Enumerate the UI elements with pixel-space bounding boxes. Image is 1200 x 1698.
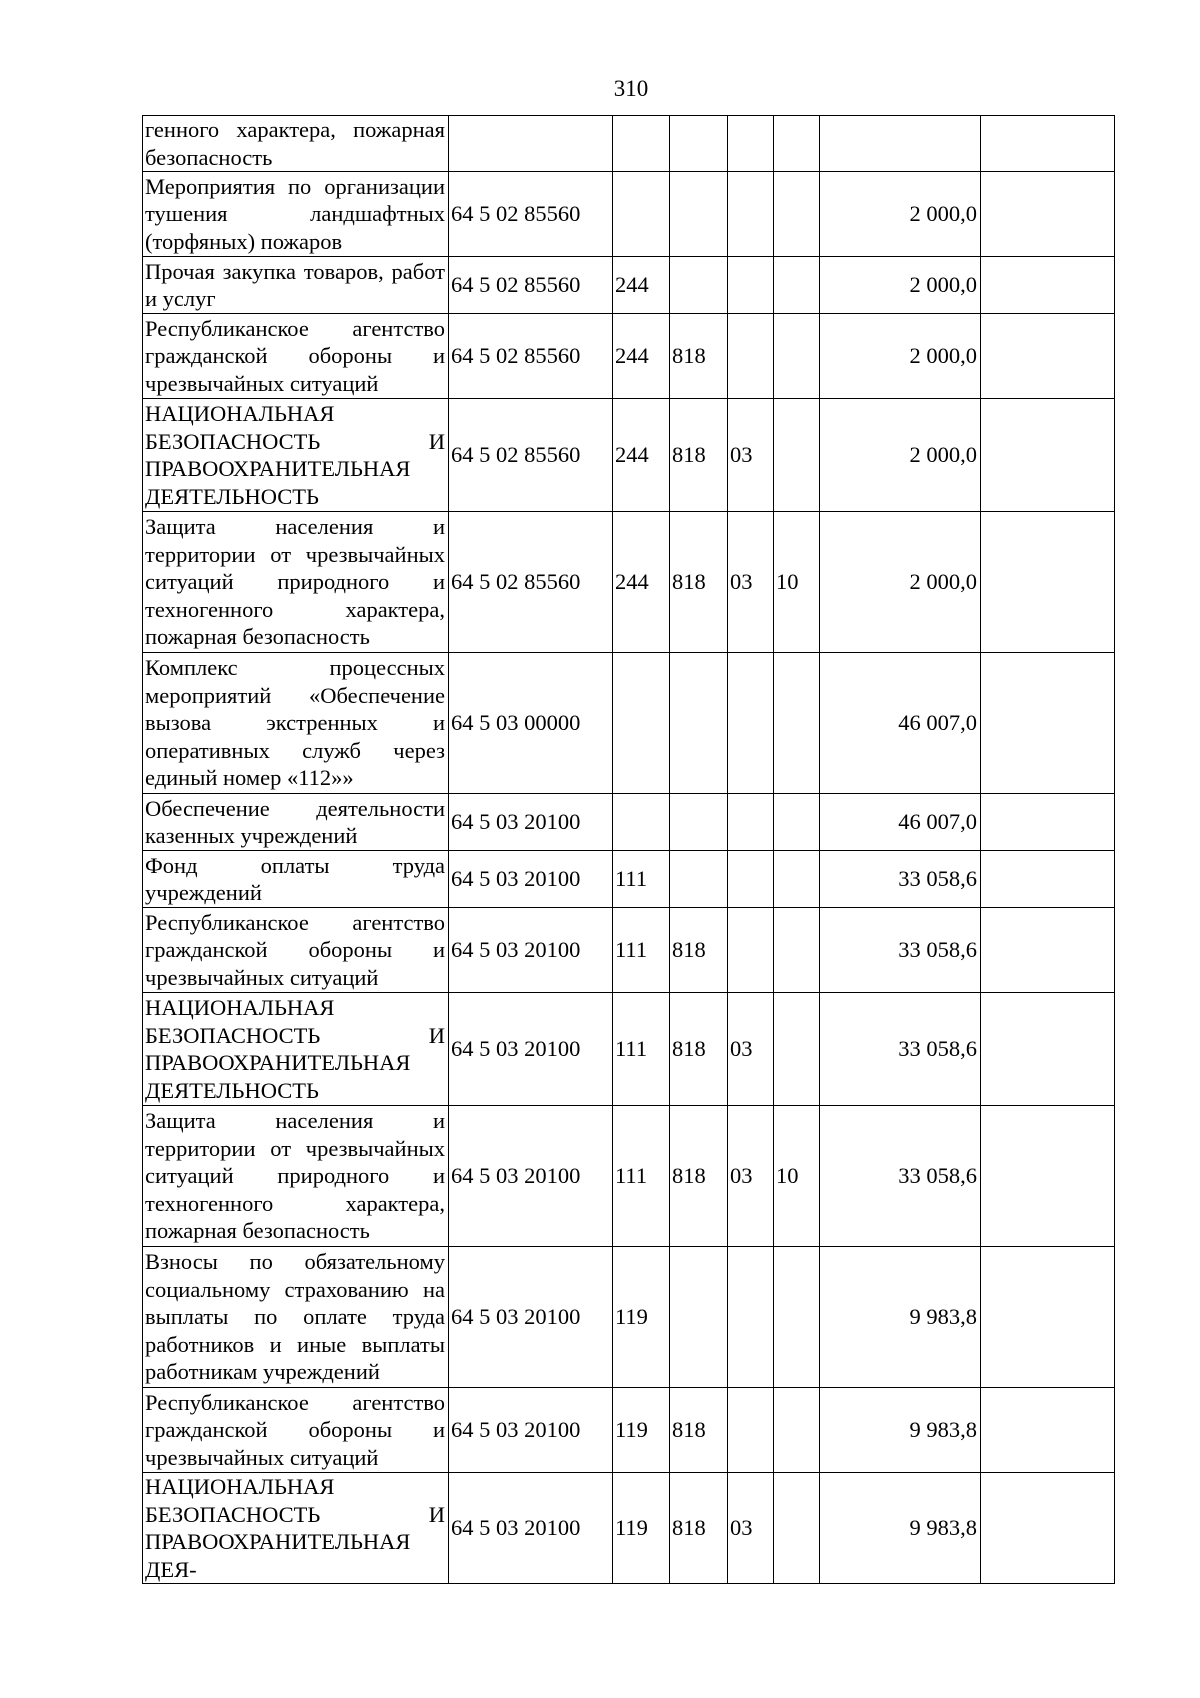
row-name-cell: НАЦИОНАЛЬНАЯ БЕЗОПАСНОСТЬ И ПРАВООХРАНИТЕЛЬНАЯ ДЕЯ- [143,1473,449,1584]
row-grbs-cell: 818 [670,908,728,993]
row-vr-cell [613,794,670,851]
row-grbs-cell: 818 [670,314,728,399]
table-row [143,1247,1115,1388]
row-rz-cell [728,851,774,908]
row-grbs-cell [670,653,728,794]
row-extra-cell [981,1247,1115,1388]
row-grbs-cell [670,257,728,314]
row-extra-cell [981,908,1115,993]
table-row [143,172,1115,257]
row-vr-cell: 119 [613,1388,670,1473]
row-extra-cell [981,172,1115,257]
row-name-cell: Защита населения и территории от чрезвычайных ситуаций природного и техногенного характера, пожарная безопасность [143,512,449,653]
row-rz-cell [728,172,774,257]
row-rz-cell [728,908,774,993]
row-name-cell: Республиканское агентство гражданской обороны и чрезвычайных ситуаций [143,1388,449,1473]
row-grbs-cell: 818 [670,512,728,653]
row-extra-cell [981,993,1115,1106]
row-name-cell: генного характера, пожарная безопасность [143,116,449,172]
row-grbs-cell: 818 [670,399,728,512]
table-row [143,993,1115,1106]
row-name-cell: Мероприятия по организации тушения ландшафтных (торфяных) пожаров [143,172,449,257]
row-rz-cell: 03 [728,1106,774,1247]
row-vr-cell: 119 [613,1473,670,1584]
budget-table [142,115,1115,1584]
row-code-cell: 64 5 02 85560 [449,314,613,399]
row-sum-cell: 9 983,8 [820,1247,981,1388]
row-grbs-cell [670,172,728,257]
row-pr-cell [774,993,820,1106]
row-pr-cell [774,314,820,399]
table-row [143,116,1115,172]
row-vr-cell: 244 [613,399,670,512]
row-grbs-cell: 818 [670,1106,728,1247]
row-pr-cell [774,851,820,908]
row-rz-cell [728,653,774,794]
table-row [143,257,1115,314]
row-grbs-cell: 818 [670,1388,728,1473]
table-row [143,851,1115,908]
table-row [143,1106,1115,1247]
row-pr-cell [774,116,820,172]
row-code-cell: 64 5 03 20100 [449,794,613,851]
row-sum-cell: 33 058,6 [820,908,981,993]
row-sum-cell: 2 000,0 [820,512,981,653]
row-rz-cell: 03 [728,993,774,1106]
row-vr-cell: 244 [613,512,670,653]
row-extra-cell [981,794,1115,851]
table-row [143,512,1115,653]
page-number: 310 [613,76,649,101]
row-code-cell: 64 5 03 00000 [449,653,613,794]
row-grbs-cell [670,116,728,172]
row-sum-cell: 2 000,0 [820,314,981,399]
row-extra-cell [981,1388,1115,1473]
row-grbs-cell [670,1247,728,1388]
row-code-cell: 64 5 03 20100 [449,851,613,908]
row-rz-cell [728,116,774,172]
row-sum-cell: 33 058,6 [820,851,981,908]
row-vr-cell: 244 [613,257,670,314]
row-vr-cell [613,172,670,257]
row-code-cell: 64 5 03 20100 [449,1247,613,1388]
row-sum-cell [820,116,981,172]
row-code-cell: 64 5 03 20100 [449,1473,613,1584]
row-rz-cell [728,257,774,314]
row-extra-cell [981,851,1115,908]
row-name-cell: НАЦИОНАЛЬНАЯ БЕЗОПАСНОСТЬ И ПРАВООХРАНИТЕЛЬНАЯ ДЕЯТЕЛЬНОСТЬ [143,399,449,512]
row-name-cell: Республиканское агентство гражданской обороны и чрезвычайных ситуаций [143,908,449,993]
row-name-cell: Фонд оплаты труда учреждений [143,851,449,908]
row-vr-cell [613,653,670,794]
row-pr-cell [774,172,820,257]
row-grbs-cell [670,794,728,851]
row-pr-cell [774,1388,820,1473]
row-extra-cell [981,257,1115,314]
row-vr-cell [613,116,670,172]
row-code-cell: 64 5 02 85560 [449,399,613,512]
row-vr-cell: 119 [613,1247,670,1388]
table-row [143,794,1115,851]
row-grbs-cell: 818 [670,993,728,1106]
row-sum-cell: 46 007,0 [820,794,981,851]
table-row [143,908,1115,993]
row-code-cell: 64 5 03 20100 [449,908,613,993]
row-rz-cell: 03 [728,512,774,653]
row-extra-cell [981,1473,1115,1584]
row-pr-cell [774,399,820,512]
row-extra-cell [981,653,1115,794]
row-vr-cell: 244 [613,314,670,399]
row-rz-cell [728,1247,774,1388]
row-code-cell: 64 5 03 20100 [449,1106,613,1247]
row-pr-cell: 10 [774,512,820,653]
row-name-cell: Республиканское агентство гражданской обороны и чрезвычайных ситуаций [143,314,449,399]
table-row [143,653,1115,794]
row-extra-cell [981,116,1115,172]
row-vr-cell: 111 [613,851,670,908]
row-name-cell: Обеспечение деятельности казенных учреждений [143,794,449,851]
row-vr-cell: 111 [613,908,670,993]
table-row [143,1388,1115,1473]
row-code-cell: 64 5 03 20100 [449,993,613,1106]
row-grbs-cell: 818 [670,1473,728,1584]
row-name-cell: Взносы по обязательному социальному страхованию на выплаты по оплате труда работников и иные выплаты работникам учреждений [143,1247,449,1388]
row-vr-cell: 111 [613,993,670,1106]
row-rz-cell [728,1388,774,1473]
row-sum-cell: 9 983,8 [820,1473,981,1584]
table-row [143,399,1115,512]
row-code-cell: 64 5 02 85560 [449,512,613,653]
row-sum-cell: 9 983,8 [820,1388,981,1473]
row-extra-cell [981,399,1115,512]
row-sum-cell: 2 000,0 [820,172,981,257]
row-sum-cell: 46 007,0 [820,653,981,794]
row-pr-cell [774,908,820,993]
row-name-cell: Комплекс процессных мероприятий «Обеспечение вызова экстренных и оперативных служб через единый номер «112»» [143,653,449,794]
table-row [143,1473,1115,1584]
row-rz-cell [728,794,774,851]
row-vr-cell: 111 [613,1106,670,1247]
row-code-cell [449,116,613,172]
row-sum-cell: 33 058,6 [820,1106,981,1247]
row-pr-cell [774,257,820,314]
row-pr-cell [774,653,820,794]
row-code-cell: 64 5 02 85560 [449,257,613,314]
row-extra-cell [981,1106,1115,1247]
row-name-cell: Защита населения и территории от чрезвычайных ситуаций природного и техногенного характера, пожарная безопасность [143,1106,449,1247]
row-rz-cell [728,314,774,399]
row-pr-cell [774,1247,820,1388]
row-name-cell: Прочая закупка товаров, работ и услуг [143,257,449,314]
row-grbs-cell [670,851,728,908]
row-sum-cell: 2 000,0 [820,257,981,314]
row-code-cell: 64 5 03 20100 [449,1388,613,1473]
row-sum-cell: 2 000,0 [820,399,981,512]
row-name-cell: НАЦИОНАЛЬНАЯ БЕЗОПАСНОСТЬ И ПРАВООХРАНИТЕЛЬНАЯ ДЕЯТЕЛЬНОСТЬ [143,993,449,1106]
row-extra-cell [981,314,1115,399]
row-pr-cell [774,794,820,851]
row-rz-cell: 03 [728,1473,774,1584]
row-pr-cell: 10 [774,1106,820,1247]
table-row [143,314,1115,399]
row-sum-cell: 33 058,6 [820,993,981,1106]
row-code-cell: 64 5 02 85560 [449,172,613,257]
row-pr-cell [774,1473,820,1584]
row-extra-cell [981,512,1115,653]
row-rz-cell: 03 [728,399,774,512]
